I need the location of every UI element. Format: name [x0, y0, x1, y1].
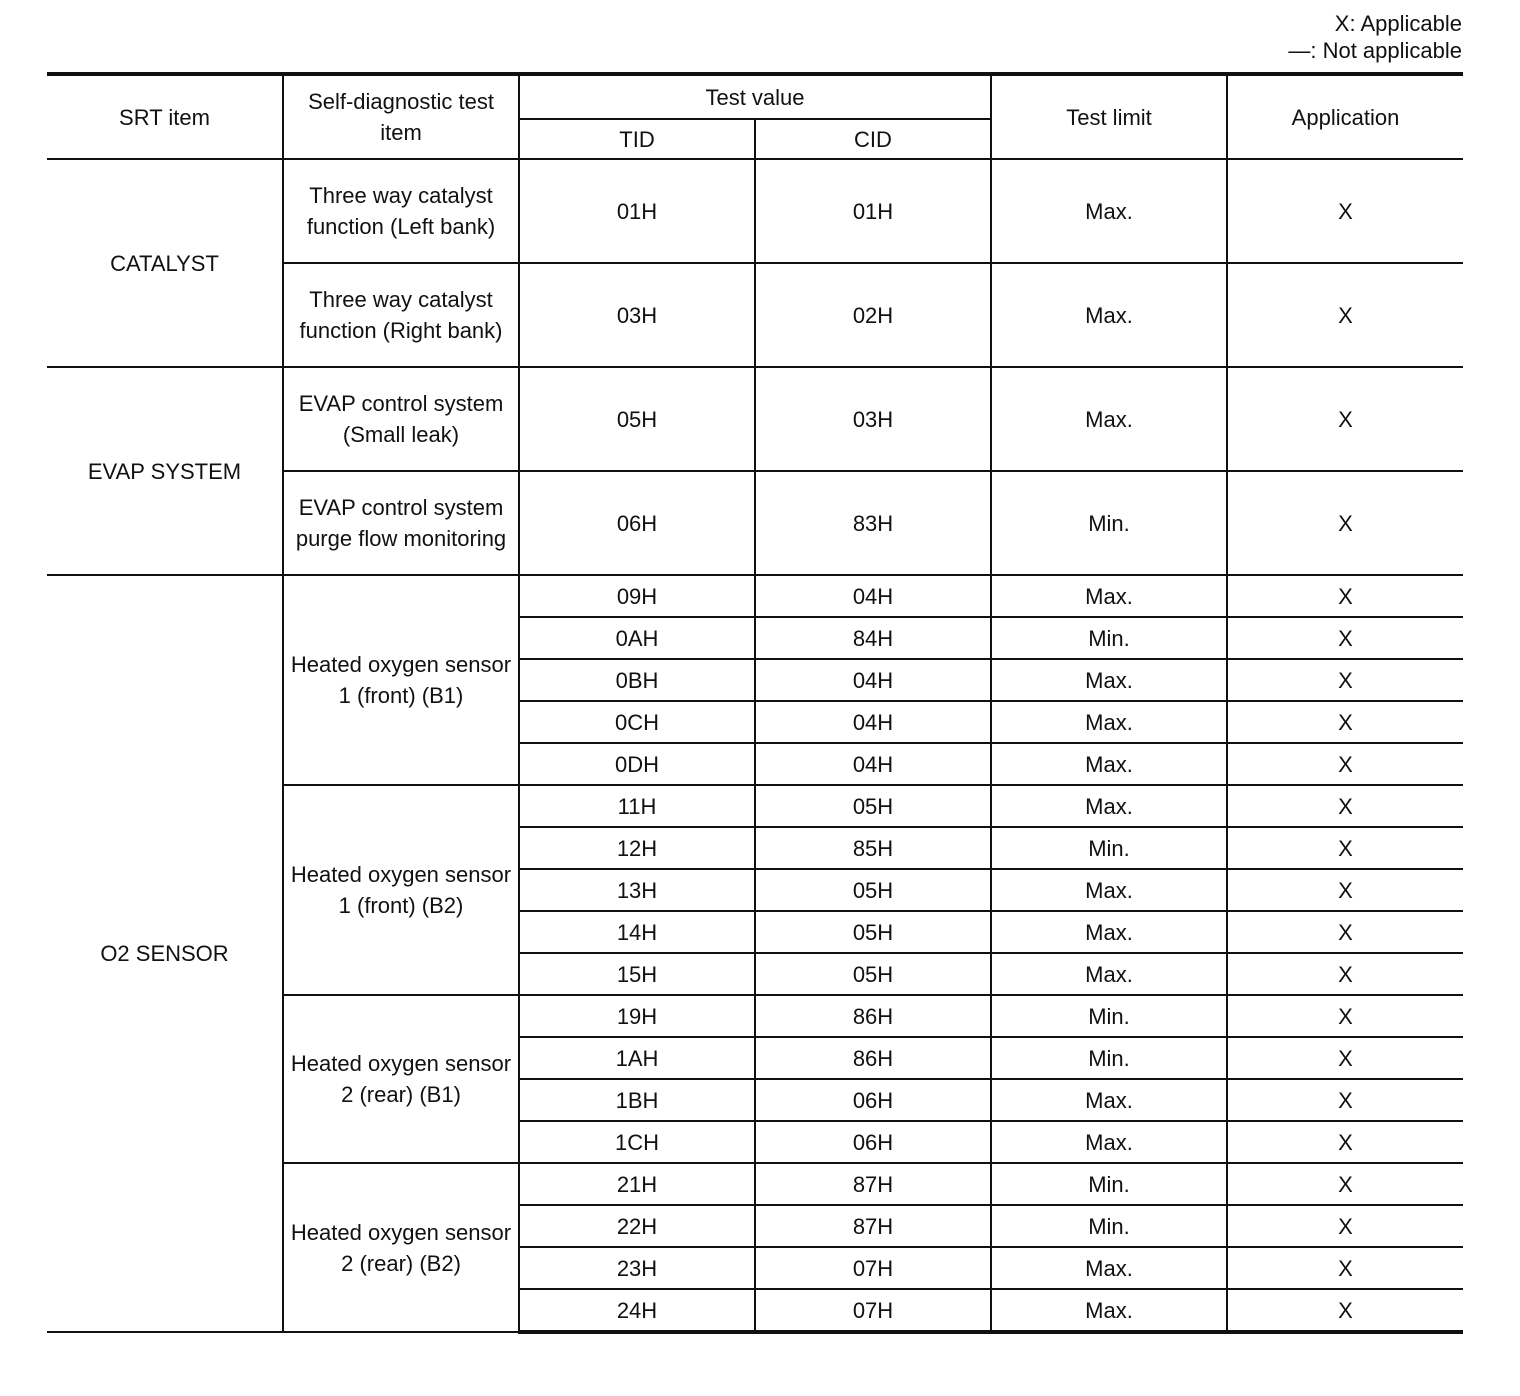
legend	[1288, 10, 1462, 64]
test-limit-cell: Max.	[991, 953, 1227, 995]
cid-cell: 05H	[755, 911, 991, 953]
application-cell: X	[1227, 1163, 1463, 1205]
test-limit-cell: Max.	[991, 1247, 1227, 1289]
cid-cell: 01H	[755, 159, 991, 263]
application-cell: X	[1227, 263, 1463, 367]
tid-cell: 06H	[519, 471, 755, 575]
tid-cell: 0BH	[519, 659, 755, 701]
tid-cell: 03H	[519, 263, 755, 367]
self-diagnostic-item-cell: Three way catalyst function (Right bank)	[283, 263, 519, 367]
legend-applicable: X: Applicable	[1334, 11, 1462, 36]
cid-cell: 86H	[755, 995, 991, 1037]
table-row	[47, 575, 1463, 617]
application-cell: X	[1227, 827, 1463, 869]
test-limit-cell: Min.	[991, 827, 1227, 869]
test-limit-cell: Max.	[991, 869, 1227, 911]
application-cell: X	[1227, 1289, 1463, 1332]
table-row	[47, 367, 1463, 471]
cid-cell: 87H	[755, 1205, 991, 1247]
test-limit-cell: Max.	[991, 701, 1227, 743]
application-cell: X	[1227, 1247, 1463, 1289]
tid-cell: 13H	[519, 869, 755, 911]
cid-cell: 04H	[755, 575, 991, 617]
self-diagnostic-item-cell: Heated oxygen sensor 2 (rear) (B2)	[283, 1163, 519, 1332]
test-limit-cell: Max.	[991, 659, 1227, 701]
test-limit-cell: Min.	[991, 1037, 1227, 1079]
tid-cell: 21H	[519, 1163, 755, 1205]
cid-cell: 87H	[755, 1163, 991, 1205]
table-row	[47, 159, 1463, 263]
cid-cell: 06H	[755, 1079, 991, 1121]
self-diagnostic-item-cell: Heated oxygen sensor 1 (front) (B2)	[283, 785, 519, 995]
cid-cell: 86H	[755, 1037, 991, 1079]
application-cell: X	[1227, 617, 1463, 659]
tid-cell: 23H	[519, 1247, 755, 1289]
cid-cell: 04H	[755, 659, 991, 701]
application-cell: X	[1227, 1037, 1463, 1079]
test-limit-cell: Max.	[991, 367, 1227, 471]
application-cell: X	[1227, 743, 1463, 785]
application-cell: X	[1227, 1205, 1463, 1247]
cid-cell: 83H	[755, 471, 991, 575]
test-limit-cell: Max.	[991, 575, 1227, 617]
application-cell: X	[1227, 367, 1463, 471]
cid-cell: 85H	[755, 827, 991, 869]
header-srt-item: SRT item	[47, 74, 283, 159]
header-application: Application	[1227, 74, 1463, 159]
application-cell: X	[1227, 911, 1463, 953]
application-cell: X	[1227, 953, 1463, 995]
tid-cell: 1BH	[519, 1079, 755, 1121]
cid-cell: 05H	[755, 785, 991, 827]
legend-not-applicable: —: Not applicable	[1288, 38, 1462, 63]
header-self-diagnostic: Self-diagnostic test item	[283, 74, 519, 159]
application-cell: X	[1227, 575, 1463, 617]
application-cell: X	[1227, 995, 1463, 1037]
application-cell: X	[1227, 869, 1463, 911]
application-cell: X	[1227, 159, 1463, 263]
srt-item-cell: EVAP SYSTEM	[47, 367, 283, 575]
test-limit-cell: Min.	[991, 995, 1227, 1037]
test-limit-cell: Min.	[991, 471, 1227, 575]
cid-cell: 06H	[755, 1121, 991, 1163]
cid-cell: 03H	[755, 367, 991, 471]
cid-cell: 04H	[755, 701, 991, 743]
test-limit-cell: Max.	[991, 263, 1227, 367]
tid-cell: 15H	[519, 953, 755, 995]
self-diagnostic-item-cell: EVAP control system (Small leak)	[283, 367, 519, 471]
tid-cell: 0CH	[519, 701, 755, 743]
test-limit-cell: Min.	[991, 1205, 1227, 1247]
test-limit-cell: Max.	[991, 1121, 1227, 1163]
cid-cell: 04H	[755, 743, 991, 785]
application-cell: X	[1227, 701, 1463, 743]
test-limit-cell: Max.	[991, 1079, 1227, 1121]
header-cid: CID	[755, 119, 991, 159]
tid-cell: 01H	[519, 159, 755, 263]
test-limit-cell: Min.	[991, 617, 1227, 659]
srt-table	[47, 72, 1463, 1334]
self-diagnostic-item-cell: Heated oxygen sensor 1 (front) (B1)	[283, 575, 519, 785]
cid-cell: 02H	[755, 263, 991, 367]
srt-item-cell: CATALYST	[47, 159, 283, 367]
table-body	[47, 159, 1463, 1332]
application-cell: X	[1227, 785, 1463, 827]
test-limit-cell: Max.	[991, 911, 1227, 953]
tid-cell: 05H	[519, 367, 755, 471]
self-diagnostic-item-cell: Heated oxygen sensor 2 (rear) (B1)	[283, 995, 519, 1163]
test-limit-cell: Max.	[991, 159, 1227, 263]
application-cell: X	[1227, 659, 1463, 701]
cid-cell: 07H	[755, 1247, 991, 1289]
cid-cell: 05H	[755, 869, 991, 911]
tid-cell: 22H	[519, 1205, 755, 1247]
application-cell: X	[1227, 1079, 1463, 1121]
srt-item-cell: O2 SENSOR	[47, 575, 283, 1332]
header-test-value: Test value	[519, 74, 991, 119]
test-limit-cell: Max.	[991, 1289, 1227, 1332]
tid-cell: 0DH	[519, 743, 755, 785]
tid-cell: 1CH	[519, 1121, 755, 1163]
tid-cell: 11H	[519, 785, 755, 827]
tid-cell: 12H	[519, 827, 755, 869]
cid-cell: 84H	[755, 617, 991, 659]
test-limit-cell: Min.	[991, 1163, 1227, 1205]
tid-cell: 0AH	[519, 617, 755, 659]
tid-cell: 24H	[519, 1289, 755, 1332]
self-diagnostic-item-cell: EVAP control system purge flow monitoring	[283, 471, 519, 575]
tid-cell: 14H	[519, 911, 755, 953]
tid-cell: 1AH	[519, 1037, 755, 1079]
tid-cell: 09H	[519, 575, 755, 617]
header-tid: TID	[519, 119, 755, 159]
test-limit-cell: Max.	[991, 785, 1227, 827]
test-limit-cell: Max.	[991, 743, 1227, 785]
cid-cell: 07H	[755, 1289, 991, 1332]
table-header	[47, 74, 1463, 159]
tid-cell: 19H	[519, 995, 755, 1037]
application-cell: X	[1227, 471, 1463, 575]
cid-cell: 05H	[755, 953, 991, 995]
self-diagnostic-item-cell: Three way catalyst function (Left bank)	[283, 159, 519, 263]
header-test-limit: Test limit	[991, 74, 1227, 159]
application-cell: X	[1227, 1121, 1463, 1163]
